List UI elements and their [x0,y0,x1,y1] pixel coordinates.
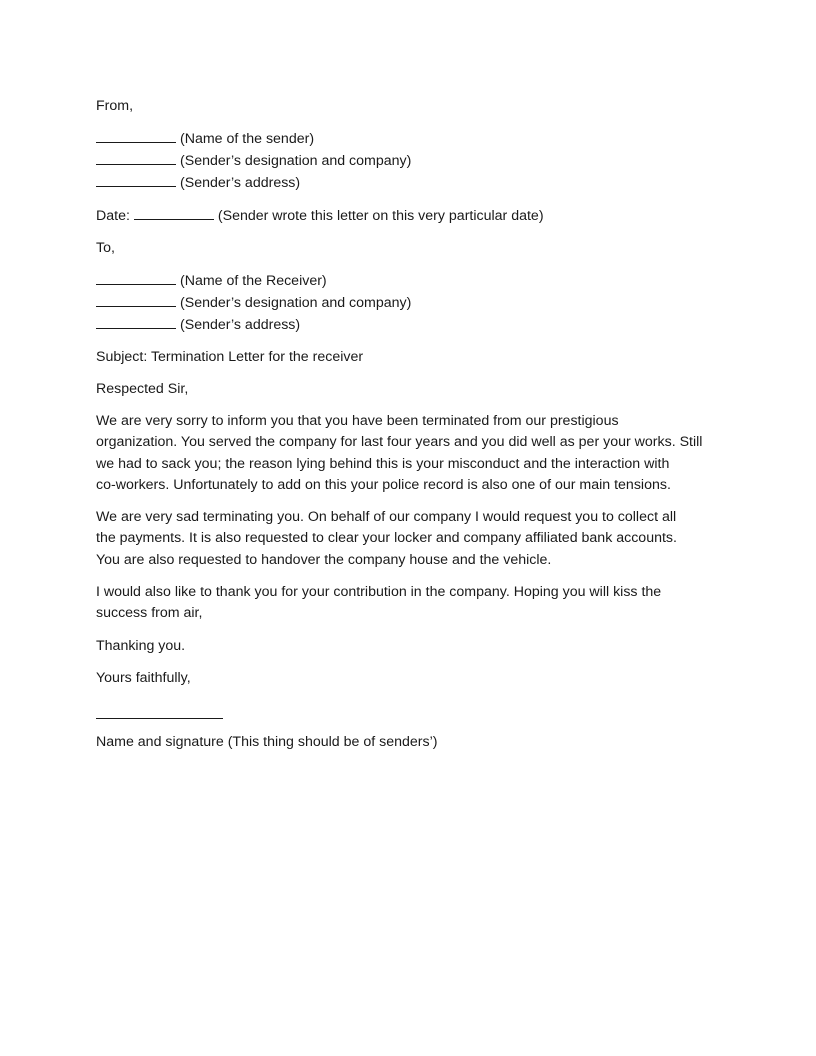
receiver-block [96,270,726,336]
from-label: From, [96,98,134,114]
paragraph-line: We are very sad terminating you. On behalf of our company I would request you to collect all [96,509,677,526]
body-paragraph-3 [96,582,726,625]
paragraph-line: co-workers. Unfortunately to add on this your police record is also one of our main tensions. [96,476,671,493]
receiver-designation-note: (Sender’s designation and company) [180,295,412,311]
salutation: Respected Sir, [96,381,189,397]
blank-field [96,150,176,165]
blank-field [96,128,176,143]
blank-field [96,292,176,307]
paragraph-line: the payments. It is also requested to clear your locker and company affiliated bank accounts. [96,530,677,547]
body-paragraph-1 [96,411,726,496]
blank-field [96,172,176,187]
receiver-address-line [96,314,726,336]
thanks-line: Thanking you. [96,637,186,654]
receiver-name-line [96,270,726,292]
paragraph-line: success from air, [96,605,203,622]
subject-line: Subject: Termination Letter for the receiver [96,349,364,365]
paragraph-line: I would also like to thank you for your contribution in the company. Hoping you will kiss the [96,584,662,601]
sender-name-line [96,128,726,150]
signature-line [96,700,223,719]
receiver-name-note: (Name of the Receiver) [180,273,327,289]
date-blank-field [134,205,214,220]
date-note: (Sender wrote this letter on this very particular date) [217,208,544,224]
body-paragraph-2 [96,507,726,571]
signature-caption: Name and signature (This thing should be of senders’) [96,733,438,750]
receiver-address-note: (Sender’s address) [180,317,301,333]
paragraph-line: You are also requested to handover the company house and the vehicle. [96,551,552,568]
blank-field [96,270,176,285]
date-line [96,205,726,227]
sender-address-line [96,172,726,194]
closing-line: Yours faithfully, [96,669,191,686]
sender-address-note: (Sender’s address) [180,175,301,191]
paragraph-line: We are very sorry to inform you that you have been terminated from our prestigious [96,413,619,429]
paragraph-line: organization. You served the company for last four years and you did well as per your works. Still [96,434,703,451]
letter-document [96,96,726,753]
blank-field [96,314,176,329]
sender-block [96,128,726,194]
sender-designation-line [96,150,726,172]
paragraph-line: we had to sack you; the reason lying behind this is your misconduct and the interaction with [96,455,670,472]
to-label: To, [96,240,115,256]
date-label: Date: [96,208,130,224]
receiver-designation-line [96,292,726,314]
sender-designation-note: (Sender’s designation and company) [180,153,412,169]
sender-name-note: (Name of the sender) [180,131,315,147]
